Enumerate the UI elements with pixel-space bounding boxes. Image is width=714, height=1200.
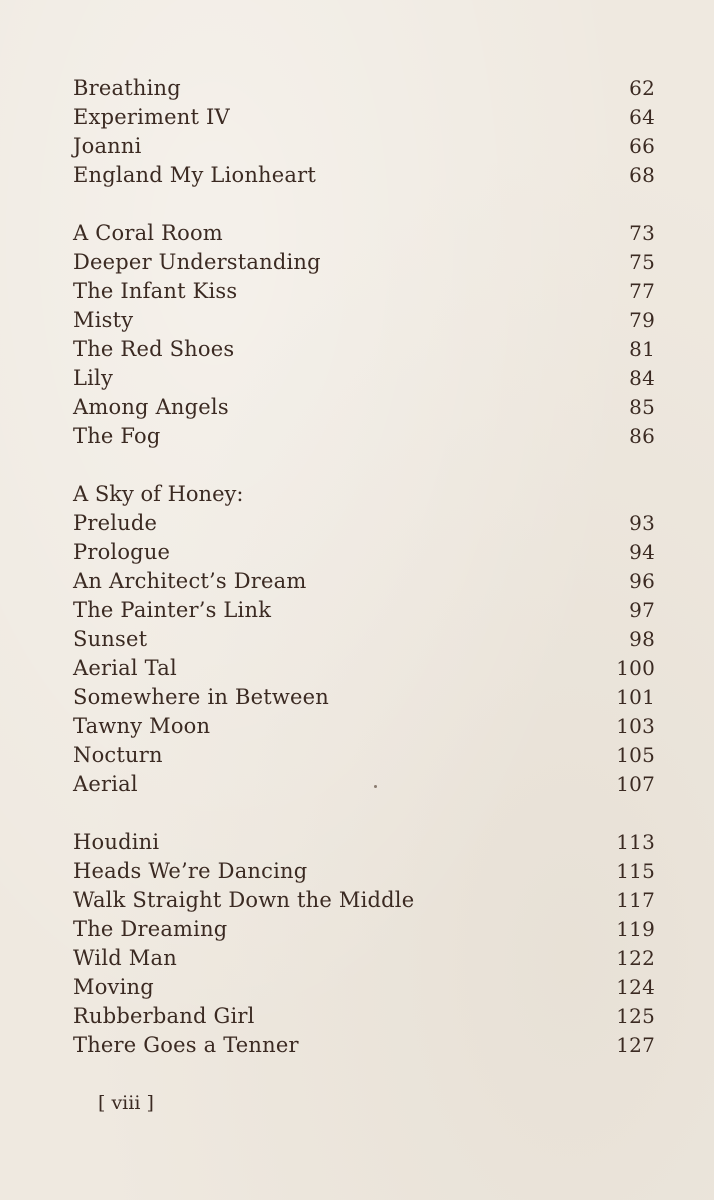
entry-title: Walk Straight Down the Middle: [73, 888, 415, 912]
entry-page-number: 105: [616, 743, 655, 767]
entry-page-number: 122: [616, 946, 655, 970]
entry-title: Aerial: [73, 772, 138, 796]
entry-page-number: 127: [616, 1033, 655, 1057]
toc-entry: [73, 248, 655, 277]
entry-title: Among Angels: [73, 395, 229, 419]
toc-entry: [73, 364, 655, 393]
entry-page-number: 75: [629, 250, 655, 274]
entry-title: England My Lionheart: [73, 163, 316, 187]
entry-title: The Dreaming: [73, 917, 228, 941]
entry-page-number: 97: [629, 598, 655, 622]
entry-title: The Painter’s Link: [73, 598, 272, 622]
entry-page-number: 85: [629, 395, 655, 419]
entry-title: Somewhere in Between: [73, 685, 330, 709]
entry-page-number: 64: [629, 105, 655, 129]
entry-title: Rubberband Girl: [73, 1004, 255, 1028]
toc-entry: [73, 74, 655, 103]
toc-entry: [73, 422, 655, 451]
entry-page-number: 100: [616, 656, 655, 680]
toc-entry: [73, 828, 655, 857]
entry-page-number: 81: [629, 337, 655, 361]
toc-entry: [73, 538, 655, 567]
toc-entry: [73, 103, 655, 132]
toc-entry: [73, 161, 655, 190]
toc-entry: [73, 915, 655, 944]
entry-page-number: 124: [616, 975, 655, 999]
toc-entry: [73, 886, 655, 915]
toc-section-2: [73, 219, 655, 451]
toc-section-3: [73, 480, 655, 799]
entry-title: Nocturn: [73, 743, 163, 767]
toc-entry: [73, 857, 655, 886]
entry-page-number: 125: [616, 1004, 655, 1028]
toc-section-1: [73, 74, 655, 190]
entry-title: Misty: [73, 308, 134, 332]
entry-page-number: 117: [616, 888, 655, 912]
entry-page-number: 79: [629, 308, 655, 332]
entry-title: Prelude: [73, 511, 158, 535]
entry-title: The Infant Kiss: [73, 279, 238, 303]
table-of-contents: [73, 74, 655, 1089]
entry-page-number: 94: [629, 540, 655, 564]
toc-entry: [73, 625, 655, 654]
entry-title: Aerial Tal: [73, 656, 177, 680]
page-folio: [ viii ]: [98, 1092, 154, 1114]
toc-entry: [73, 770, 655, 799]
entry-title: A Coral Room: [73, 221, 223, 245]
entry-title: Prologue: [73, 540, 171, 564]
entry-page-number: 98: [629, 627, 655, 651]
entry-page-number: 62: [629, 76, 655, 100]
entry-page-number: 101: [616, 685, 655, 709]
entry-page-number: 107: [616, 772, 655, 796]
toc-entry: [73, 132, 655, 161]
entry-title: Houdini: [73, 830, 160, 854]
toc-entry: [73, 393, 655, 422]
entry-page-number: 119: [616, 917, 655, 941]
toc-entry: [73, 596, 655, 625]
entry-page-number: 113: [616, 830, 655, 854]
toc-entry: [73, 219, 655, 248]
toc-entry: [73, 335, 655, 364]
entry-title: Heads We’re Dancing: [73, 859, 308, 883]
entry-title: Deeper Understanding: [73, 250, 321, 274]
entry-page-number: 73: [629, 221, 655, 245]
entry-title: Experiment IV: [73, 105, 230, 129]
toc-entry: [73, 1002, 655, 1031]
entry-title: Breathing: [73, 76, 181, 100]
entry-page-number: 66: [629, 134, 655, 158]
entry-title: Wild Man: [73, 946, 177, 970]
toc-entry: [73, 712, 655, 741]
toc-entry: [73, 973, 655, 1002]
toc-entry: [73, 1031, 655, 1060]
entry-title: Sunset: [73, 627, 148, 651]
entry-title: Tawny Moon: [73, 714, 211, 738]
entry-page-number: 96: [629, 569, 655, 593]
entry-title: Lily: [73, 366, 114, 390]
entry-title: An Architect’s Dream: [73, 569, 307, 593]
toc-entry: [73, 277, 655, 306]
entry-page-number: 115: [616, 859, 655, 883]
entry-title: The Fog: [73, 424, 161, 448]
toc-entry: [73, 567, 655, 596]
entry-title: There Goes a Tenner: [73, 1033, 299, 1057]
entry-title: The Red Shoes: [73, 337, 235, 361]
toc-entry: [73, 741, 655, 770]
entry-title: Moving: [73, 975, 154, 999]
section-heading: A Sky of Honey:: [73, 482, 244, 506]
toc-entry: [73, 944, 655, 973]
toc-entry: [73, 509, 655, 538]
entry-page-number: 84: [629, 366, 655, 390]
entry-page-number: 103: [616, 714, 655, 738]
entry-page-number: 93: [629, 511, 655, 535]
toc-entry: [73, 654, 655, 683]
toc-entry: [73, 683, 655, 712]
entry-page-number: 86: [629, 424, 655, 448]
entry-page-number: 68: [629, 163, 655, 187]
entry-title: Joanni: [73, 134, 142, 158]
toc-section-4: [73, 828, 655, 1060]
toc-entry: [73, 306, 655, 335]
paper-speck: [374, 785, 377, 788]
entry-page-number: 77: [629, 279, 655, 303]
